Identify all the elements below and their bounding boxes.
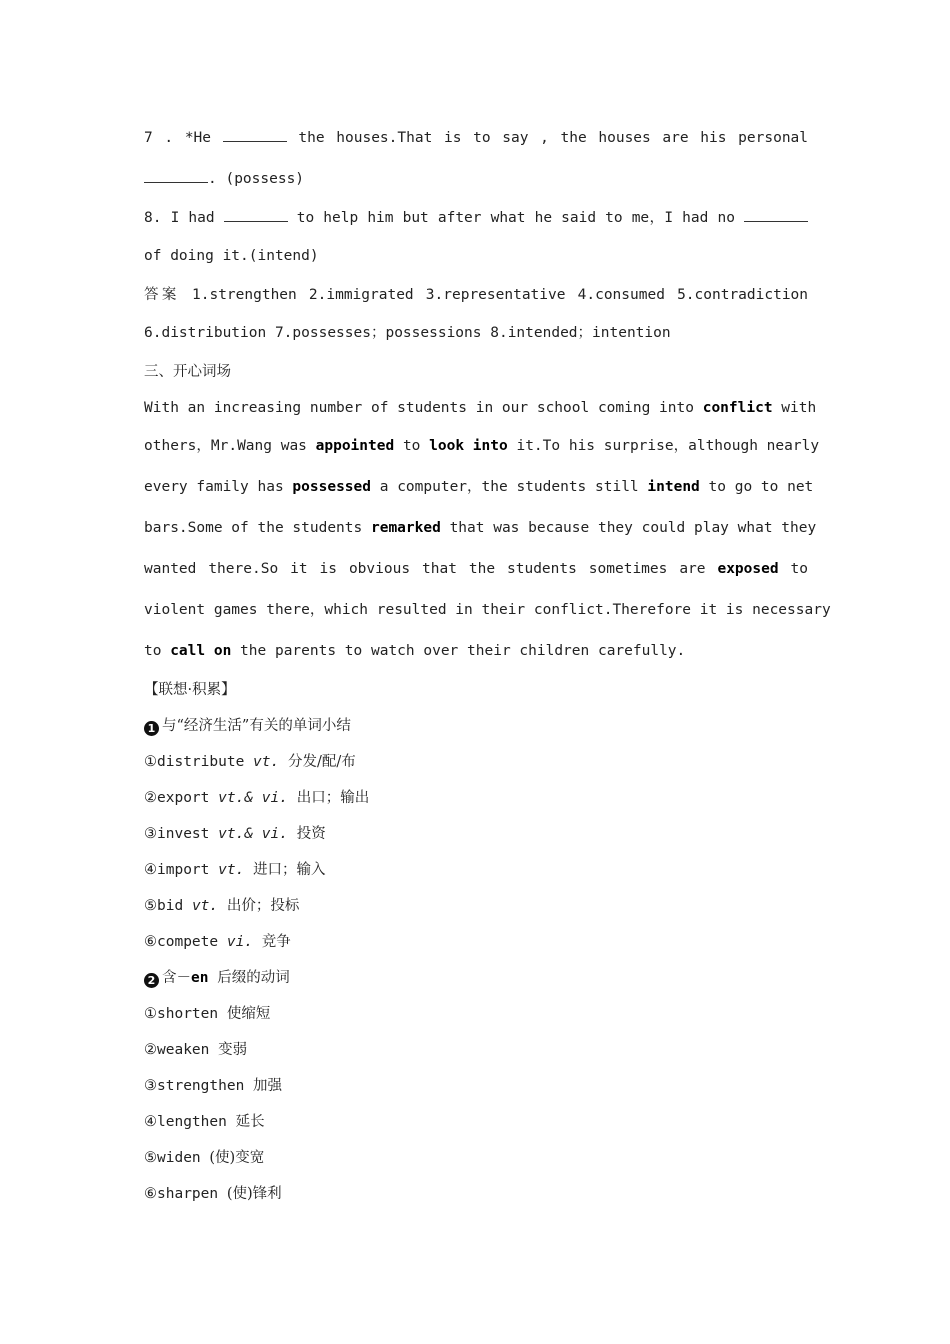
keyword: conflict (702, 400, 773, 416)
item-word: strengthen (157, 1078, 245, 1094)
group-2-list (144, 996, 808, 1212)
list-item (144, 780, 808, 816)
item-number: ⑥ (144, 1186, 157, 1202)
item-number: ② (144, 1042, 157, 1058)
item-meaning: 竞争 (261, 934, 291, 950)
question-number: 7 . (144, 130, 174, 146)
item-word: import (157, 862, 210, 878)
question-7-line-2: . (possess) (144, 159, 808, 200)
keyword: exposed (717, 561, 779, 577)
item-part-of-speech: vt. (218, 862, 245, 878)
passage-line: bars.Some of the students remarked that was because they could play what they (144, 520, 817, 536)
item-word: export (157, 790, 210, 806)
item-number: ③ (144, 1078, 157, 1094)
keyword: look into (429, 438, 508, 454)
item-number: ③ (144, 826, 157, 842)
item-word: shorten (157, 1006, 219, 1022)
group-1-heading: 1 与“经济生活”有关的单词小结 (144, 708, 808, 744)
item-meaning: 出口；输出 (296, 790, 370, 806)
question-7-line-1: 7 . *He the houses.That is to say , the houses are his personal (144, 118, 808, 159)
group-1-list (144, 744, 808, 960)
item-part-of-speech: vt. (253, 754, 280, 770)
item-meaning: (使)锋利 (226, 1186, 282, 1202)
answers-line-2: 6.distribution 7.possesses；possessions 8.intended；intention (144, 325, 671, 341)
item-part-of-speech: vt. (191, 898, 219, 914)
item-number: ① (144, 1006, 157, 1022)
item-number: ⑤ (144, 1150, 157, 1166)
list-item (144, 1032, 808, 1068)
keyword: intend (647, 479, 700, 495)
item-number: ⑤ (144, 898, 157, 914)
item-word: bid (157, 898, 184, 914)
list-item (144, 924, 808, 960)
question-8-line-2: of doing it.(intend) (144, 248, 319, 264)
item-meaning: 延长 (235, 1114, 265, 1130)
item-word: weaken (157, 1042, 210, 1058)
passage-line: others，Mr.Wang was appointed to look into it.To his surprise，although nearly (144, 438, 820, 454)
answer-blank (144, 168, 208, 183)
answers-line-1: 答案 1.strengthen 2.immigrated 3.representative 4.consumed 5.contradiction (144, 287, 809, 303)
item-number: ⑥ (144, 934, 157, 950)
item-meaning: 使缩短 (226, 1006, 271, 1022)
item-part-of-speech: vt.& vi. (218, 826, 288, 842)
passage-line: wanted there.So it is obvious that the students sometimes are exposed to (144, 561, 808, 577)
document-page (144, 118, 831, 1212)
item-part-of-speech: vt.& vi. (218, 790, 288, 806)
item-meaning: 出价；投标 (226, 898, 300, 914)
answers-label: 答案 (144, 287, 180, 303)
keyword: possessed (292, 479, 371, 495)
list-item (144, 816, 808, 852)
list-item (144, 1176, 808, 1212)
item-number: ④ (144, 1114, 157, 1130)
list-item (144, 888, 808, 924)
answer-blank (224, 207, 288, 222)
item-meaning: 投资 (296, 826, 326, 842)
item-part-of-speech: vi. (226, 934, 254, 950)
passage-line: to call on the parents to watch over their children carefully. (144, 643, 686, 659)
passage-line: violent games there，which resulted in their conflict.Therefore it is necessary (144, 602, 831, 618)
association-heading: 【联想·积累】 (144, 682, 236, 698)
item-meaning: (使)变宽 (209, 1150, 265, 1166)
item-meaning: 进口；输入 (253, 862, 326, 878)
question-8-line-1: 8. I had to help him but after what he said to me，I had no (144, 200, 808, 236)
list-item (144, 996, 808, 1032)
list-item (144, 852, 808, 888)
item-word: widen (157, 1150, 201, 1166)
question-number: 8. (144, 210, 162, 226)
item-word: distribute (157, 754, 245, 770)
number-bullet-icon: 2 (144, 973, 159, 988)
item-word: invest (157, 826, 210, 842)
list-item (144, 1068, 808, 1104)
keyword: remarked (370, 520, 441, 536)
answer-blank (744, 207, 808, 222)
keyword: appointed (315, 438, 395, 454)
item-word: sharpen (157, 1186, 219, 1202)
passage-line: every family has possessed a computer，the students still intend to go to net (144, 479, 814, 495)
item-word: compete (157, 934, 219, 950)
list-item (144, 744, 808, 780)
item-number: ① (144, 754, 157, 770)
section-heading: 三、开心词场 (144, 364, 231, 380)
keyword: call on (170, 643, 232, 659)
group-2-heading: 2 含－en 后缀的动词 (144, 960, 808, 996)
list-item (144, 1104, 808, 1140)
item-meaning: 分发/配/布 (287, 754, 356, 770)
passage-line: With an increasing number of students in our school coming into conflict with (144, 400, 817, 416)
item-meaning: 加强 (253, 1078, 283, 1094)
item-number: ② (144, 790, 157, 806)
item-meaning: 变弱 (218, 1042, 248, 1058)
number-bullet-icon: 1 (144, 721, 159, 736)
item-word: lengthen (157, 1114, 227, 1130)
answer-blank (223, 127, 287, 142)
item-number: ④ (144, 862, 157, 878)
list-item (144, 1140, 808, 1176)
